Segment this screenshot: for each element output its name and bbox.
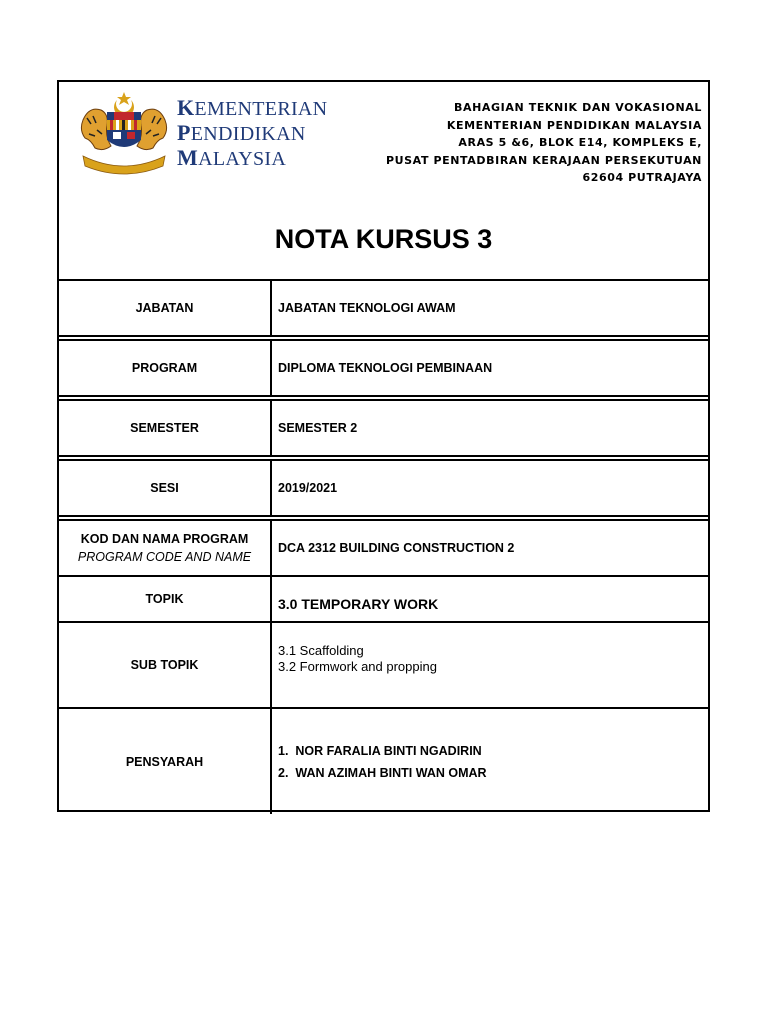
malaysia-coat-of-arms-icon [77,90,171,176]
row-program [59,341,708,397]
row-label: SESI [59,461,272,515]
address-line: BAHAGIAN TEKNIK DAN VOKASIONAL [454,101,702,114]
row-sesi [59,461,708,517]
row-value: SEMESTER 2 [278,421,358,435]
list-item: 2. WAN AZIMAH BINTI WAN OMAR [278,765,487,780]
row-program-code [59,521,708,577]
list-item: 3.1 Scaffolding [278,643,364,658]
row-sub-topik [59,623,708,709]
row-label: PROGRAM [59,341,272,395]
row-value: DCA 2312 BUILDING CONSTRUCTION 2 [278,541,515,555]
row-label: SUB TOPIK [59,623,272,707]
row-value: JABATAN TEKNOLOGI AWAM [278,301,456,315]
row-label: PENSYARAH [59,709,272,814]
document-frame [57,80,710,812]
row-semester [59,401,708,457]
list-item: 1. NOR FARALIA BINTI NGADIRIN [278,743,482,758]
row-pensyarah [59,709,708,814]
row-value: 3.0 TEMPORARY WORK [278,596,439,612]
row-label: SEMESTER [59,401,272,455]
document-header [59,82,708,281]
address-line: 62604 PUTRAJAYA [582,171,702,184]
row-label: JABATAN [59,281,272,335]
row-label-english: PROGRAM CODE AND NAME [77,550,252,564]
row-jabatan [59,281,708,337]
address-line: KEMENTERIAN PENDIDIKAN MALAYSIA [446,118,702,132]
ministry-initial: M [177,145,199,170]
ministry-text: ALAYSIA [198,148,287,170]
row-label-text: KOD DAN NAMA PROGRAM [80,532,249,546]
address-line: ARAS 5 &6, BLOK E14, KOMPLEKS E, [458,136,702,149]
ministry-logotype [177,96,327,171]
lecturer-list [278,709,702,814]
row-topik [59,577,708,623]
ministry-initial: P [177,120,191,145]
address-block [386,99,702,187]
row-label [59,521,272,575]
sub-topic-list [278,623,702,707]
row-label: TOPIK [59,577,272,621]
row-value: 2019/2021 [278,481,338,495]
ministry-text: EMENTERIAN [194,98,328,120]
document-title: NOTA KURSUS 3 [274,224,493,254]
address-line: PUSAT PENTADBIRAN KERAJAAN PERSEKUTUAN [385,153,702,167]
list-item: 3.2 Formwork and propping [278,659,437,674]
ministry-text: ENDIDIKAN [190,123,306,145]
ministry-initial: K [177,95,195,120]
row-value: DIPLOMA TEKNOLOGI PEMBINAAN [278,361,493,375]
